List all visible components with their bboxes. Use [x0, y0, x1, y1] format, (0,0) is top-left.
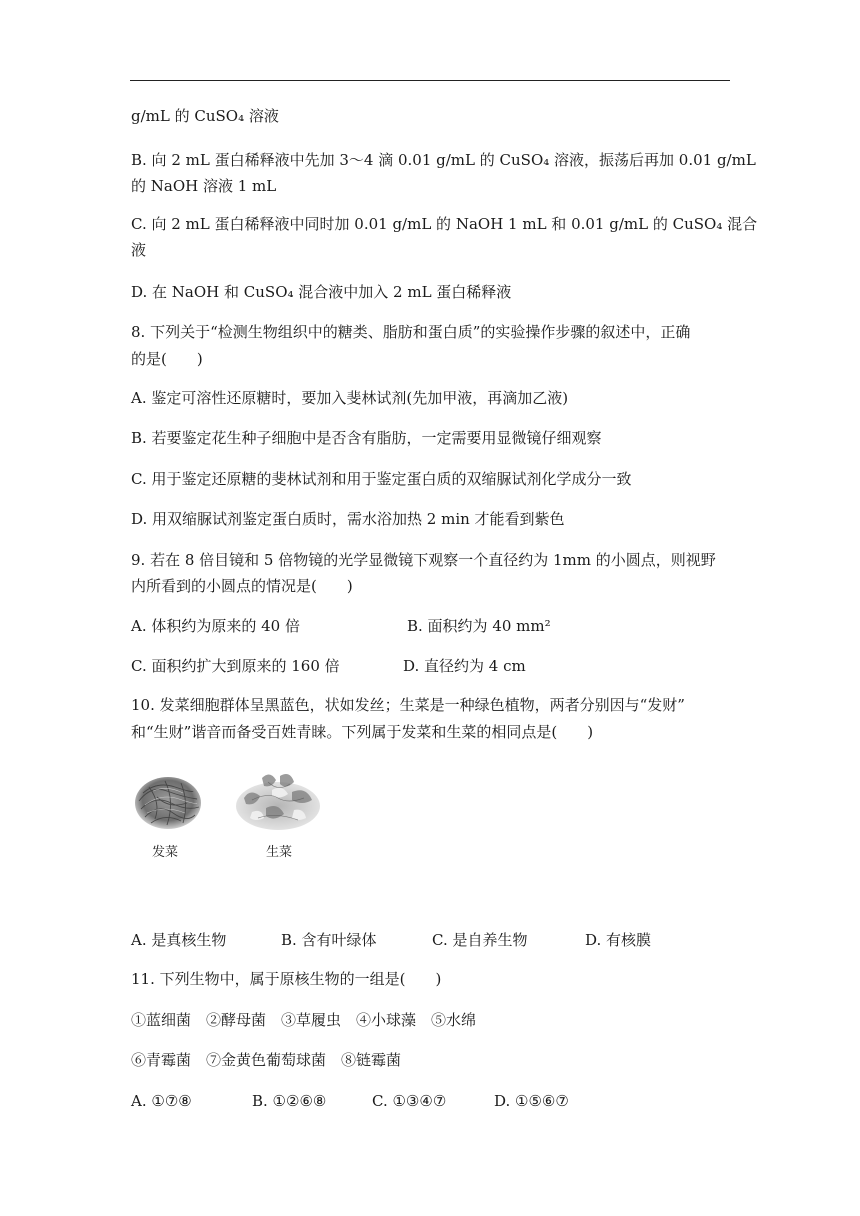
- q10-stem: 10. 发菜细胞群体呈黑蓝色，状如发丝；生菜是一种绿色植物，两者分别因与“发财”: [131, 696, 685, 714]
- fa-cai-caption: 发菜: [152, 845, 179, 860]
- q7-option-d: D. 在 NaOH 和 CuSO₄ 混合液中加入 2 mL 蛋白稀释液: [131, 283, 512, 301]
- q9-option-a: A. 体积约为原来的 40 倍: [131, 617, 300, 635]
- q10-option-d: D. 有核膜: [585, 931, 652, 949]
- q10-option-a: A. 是真核生物: [131, 931, 227, 949]
- q10-option-c: C. 是自养生物: [432, 931, 528, 949]
- fa-cai-image: [131, 773, 205, 835]
- q9-stem: 9. 若在 8 倍目镜和 5 倍物镜的光学显微镜下观察一个直径约为 1mm 的小圆点，则视野: [131, 551, 716, 569]
- q11-option-b: B. ①②⑥⑧: [252, 1092, 327, 1110]
- q7-option-b-continuation: 的 NaOH 溶液 1 mL: [131, 177, 277, 195]
- q9-option-c: C. 面积约扩大到原来的 160 倍: [131, 657, 340, 675]
- q11-option-a: A. ①⑦⑧: [131, 1092, 192, 1110]
- q8-option-c: C. 用于鉴定还原糖的斐林试剂和用于鉴定蛋白质的双缩脲试剂化学成分一致: [131, 470, 632, 488]
- q10-stem-continuation: 和“生财”谐音而备受百姓青睐。下列属于发菜和生菜的相同点是( ): [131, 723, 594, 741]
- q11-option-d: D. ①⑤⑥⑦: [494, 1092, 569, 1110]
- q8-stem: 8. 下列关于“检测生物组织中的糖类、脂肪和蛋白质”的实验操作步骤的叙述中，正确: [131, 323, 691, 341]
- q9-option-b: B. 面积约为 40 mm²: [407, 617, 551, 635]
- q11-stem: 11. 下列生物中，属于原核生物的一组是( ): [131, 970, 442, 988]
- sheng-cai-image: [232, 768, 324, 834]
- q10-option-b: B. 含有叶绿体: [281, 931, 377, 949]
- q11-items-row-2: ⑥青霉菌 ⑦金黄色葡萄球菌 ⑧链霉菌: [131, 1051, 402, 1069]
- q8-option-b: B. 若要鉴定花生种子细胞中是否含有脂肪，一定需要用显微镜仔细观察: [131, 429, 602, 447]
- q7-option-c-continuation: 液: [131, 241, 147, 259]
- q8-option-d: D. 用双缩脲试剂鉴定蛋白质时，需水浴加热 2 min 才能看到紫色: [131, 510, 565, 528]
- q7-option-a-continuation: g/mL 的 CuSO₄ 溶液: [131, 107, 279, 125]
- q11-items-row-1: ①蓝细菌 ②酵母菌 ③草履虫 ④小球藻 ⑤水绵: [131, 1011, 477, 1029]
- sheng-cai-caption: 生菜: [266, 845, 293, 860]
- q8-option-a: A. 鉴定可溶性还原糖时，要加入斐林试剂(先加甲液，再滴加乙液): [131, 389, 569, 407]
- q11-option-c: C. ①③④⑦: [372, 1092, 447, 1110]
- header-rule: [130, 80, 730, 81]
- q7-option-b: B. 向 2 mL 蛋白稀释液中先加 3～4 滴 0.01 g/mL 的 CuSO₄ 溶液，振荡后再加 0.01 g/mL: [131, 151, 756, 169]
- q8-stem-continuation: 的是( ): [131, 350, 203, 368]
- q9-option-d: D. 直径约为 4 cm: [403, 657, 526, 675]
- q9-stem-continuation: 内所看到的小圆点的情况是( ): [131, 577, 353, 595]
- q7-option-c: C. 向 2 mL 蛋白稀释液中同时加 0.01 g/mL 的 NaOH 1 mL 和 0.01 g/mL 的 CuSO₄ 混合: [131, 215, 758, 233]
